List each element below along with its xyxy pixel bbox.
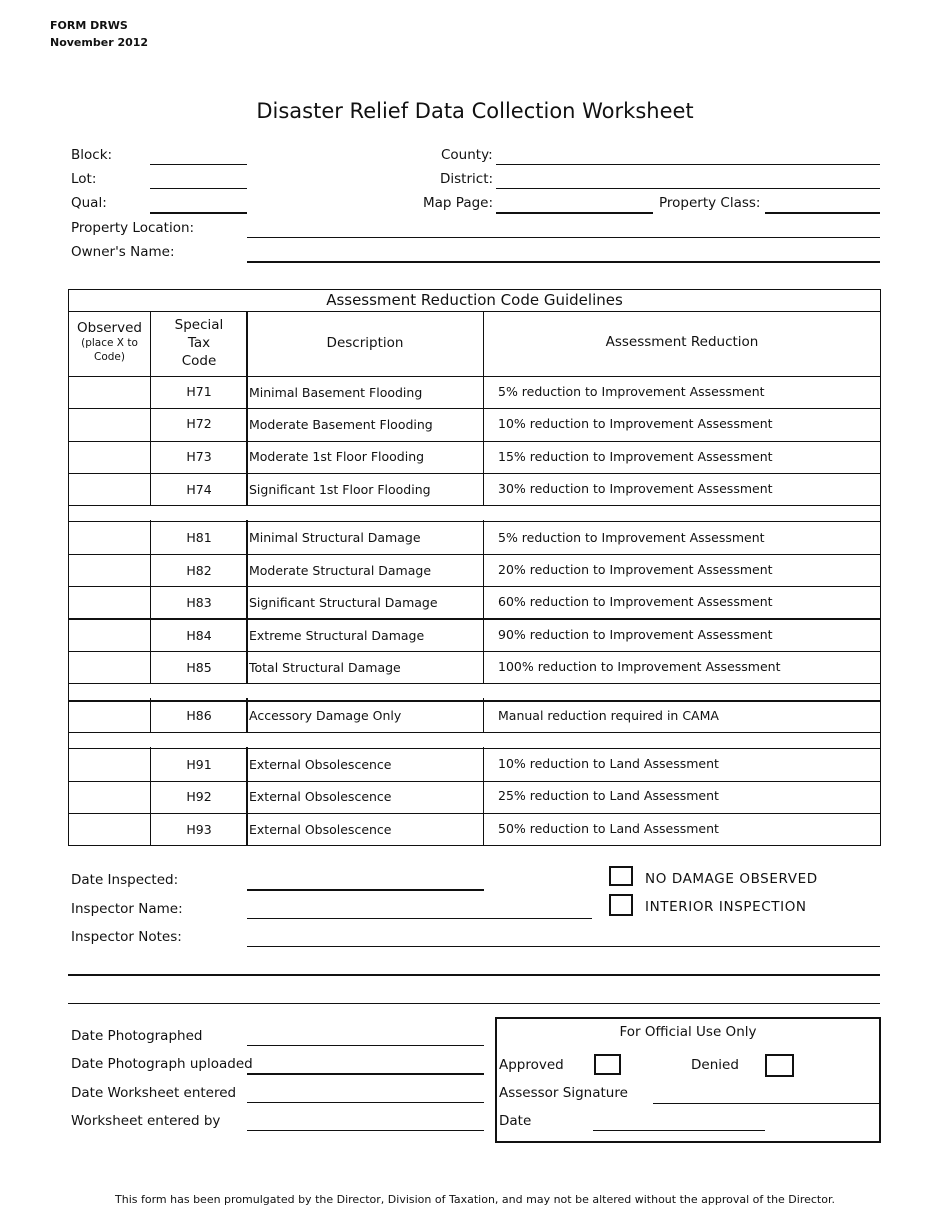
- approved-label: Approved: [499, 1057, 564, 1073]
- reduction: 10% reduction to Improvement Assessment: [498, 416, 773, 431]
- reduction: 10% reduction to Land Assessment: [498, 756, 719, 771]
- description: Minimal Structural Damage: [249, 530, 421, 545]
- reduction: 5% reduction to Improvement Assessment: [498, 530, 765, 545]
- description: Moderate 1st Floor Flooding: [249, 449, 425, 464]
- tax-code: H74: [186, 482, 212, 497]
- official-date-field[interactable]: [593, 1130, 765, 1131]
- description: Total Structural Damage: [249, 660, 401, 675]
- footer-notice: This form has been promulgated by the Director, Division of Taxation, and may not be altered without the approval of the Director.: [115, 1193, 835, 1206]
- lot-field[interactable]: [150, 188, 247, 189]
- property-location-label: Property Location:: [71, 220, 195, 236]
- description: Significant 1st Floor Flooding: [249, 482, 431, 497]
- description: Significant Structural Damage: [249, 595, 438, 610]
- date-inspected-label: Date Inspected:: [71, 872, 179, 888]
- observed-header-sub1: (place X to: [81, 337, 138, 349]
- tax-code: H85: [186, 660, 212, 675]
- reduction: 100% reduction to Improvement Assessment: [498, 659, 781, 674]
- tax-code-header-line3: Code: [181, 353, 217, 369]
- tax-code: H86: [186, 708, 212, 723]
- tax-code: H73: [186, 449, 212, 464]
- reduction: 5% reduction to Improvement Assessment: [498, 384, 765, 399]
- no-damage-label: NO DAMAGE OBSERVED: [645, 871, 818, 887]
- owner-name-label: Owner's Name:: [71, 244, 175, 260]
- inspector-name-label: Inspector Name:: [71, 901, 183, 917]
- form-date: November 2012: [50, 36, 149, 49]
- tax-code: H81: [186, 530, 212, 545]
- reduction: 20% reduction to Improvement Assessment: [498, 562, 773, 577]
- inspector-notes-field[interactable]: [247, 946, 880, 947]
- date-photographed-field[interactable]: [247, 1045, 484, 1046]
- observed-header: [69, 320, 150, 364]
- tax-code: H92: [186, 789, 212, 804]
- reduction: 60% reduction to Improvement Assessment: [498, 594, 773, 609]
- map-page-field[interactable]: [496, 212, 653, 214]
- reduction: 25% reduction to Land Assessment: [498, 788, 719, 803]
- guidelines-table: [68, 289, 881, 846]
- tax-code: H93: [186, 822, 212, 837]
- official-date-label: Date: [499, 1113, 532, 1129]
- worksheet-entered-label: Date Worksheet entered: [71, 1085, 237, 1101]
- tax-code: H91: [186, 757, 212, 772]
- reduction: 15% reduction to Improvement Assessment: [498, 449, 773, 464]
- no-damage-checkbox[interactable]: [609, 866, 633, 886]
- denied-label: Denied: [691, 1057, 739, 1073]
- reduction: Manual reduction required in CAMA: [498, 708, 719, 723]
- tax-code-header-line1: Special: [174, 317, 224, 333]
- reduction: 30% reduction to Improvement Assessment: [498, 481, 773, 496]
- property-class-field[interactable]: [765, 212, 880, 214]
- assessor-signature-label: Assessor Signature: [499, 1085, 628, 1101]
- interior-inspection-checkbox[interactable]: [609, 894, 633, 916]
- inspector-notes-line-2[interactable]: [68, 974, 880, 976]
- inspector-name-field[interactable]: [247, 918, 592, 919]
- description: Moderate Basement Flooding: [249, 417, 433, 432]
- description: Extreme Structural Damage: [249, 628, 425, 643]
- description-header: Description: [326, 335, 404, 351]
- map-page-label: Map Page:: [423, 195, 494, 211]
- page-title: Disaster Relief Data Collection Worksheet: [256, 99, 694, 123]
- tax-code-header: [151, 316, 247, 370]
- inspector-notes-label: Inspector Notes:: [71, 929, 182, 945]
- inspector-notes-line-3[interactable]: [68, 1003, 880, 1004]
- district-label: District:: [440, 171, 494, 187]
- owner-name-field[interactable]: [247, 261, 880, 263]
- col-divider-description: [483, 311, 484, 845]
- description: Minimal Basement Flooding: [249, 385, 423, 400]
- table-title: Assessment Reduction Code Guidelines: [69, 290, 880, 312]
- observed-header-title: Observed: [77, 320, 142, 336]
- observed-header-sub2: Code): [94, 351, 125, 363]
- tax-code-header-line2: Tax: [187, 335, 211, 351]
- lot-label: Lot:: [71, 171, 97, 187]
- official-use-box: [495, 1017, 881, 1143]
- qual-field[interactable]: [150, 212, 247, 214]
- reduction: 90% reduction to Improvement Assessment: [498, 627, 773, 642]
- reduction-header: Assessment Reduction: [605, 334, 759, 350]
- date-uploaded-field[interactable]: [247, 1073, 484, 1075]
- description: External Obsolescence: [249, 789, 392, 804]
- county-label: County:: [441, 147, 493, 163]
- date-uploaded-label: Date Photograph uploaded: [71, 1056, 253, 1072]
- assessor-signature-field[interactable]: [653, 1103, 881, 1104]
- block-label: Block:: [71, 147, 113, 163]
- block-field[interactable]: [150, 164, 247, 165]
- property-location-field[interactable]: [247, 237, 880, 238]
- date-inspected-field[interactable]: [247, 889, 484, 891]
- form-id: FORM DRWS: [50, 19, 128, 32]
- description: External Obsolescence: [249, 822, 392, 837]
- interior-inspection-label: INTERIOR INSPECTION: [645, 899, 807, 915]
- description: Accessory Damage Only: [249, 708, 402, 723]
- tax-code: H72: [186, 416, 212, 431]
- description: External Obsolescence: [249, 757, 392, 772]
- tax-code: H83: [186, 595, 212, 610]
- date-photographed-label: Date Photographed: [71, 1028, 203, 1044]
- description: Moderate Structural Damage: [249, 563, 432, 578]
- tax-code: H82: [186, 563, 212, 578]
- official-use-title: For Official Use Only: [619, 1024, 757, 1040]
- denied-checkbox[interactable]: [765, 1054, 794, 1077]
- tax-code: H84: [186, 628, 212, 643]
- district-field[interactable]: [496, 188, 880, 189]
- property-class-label: Property Class:: [659, 195, 761, 211]
- approved-checkbox[interactable]: [594, 1054, 621, 1075]
- worksheet-entered-field[interactable]: [247, 1102, 484, 1103]
- entered-by-field[interactable]: [247, 1130, 484, 1131]
- tax-code: H71: [186, 384, 212, 399]
- qual-label: Qual:: [71, 195, 107, 211]
- reduction: 50% reduction to Land Assessment: [498, 821, 719, 836]
- entered-by-label: Worksheet entered by: [71, 1113, 221, 1129]
- county-field[interactable]: [496, 164, 880, 165]
